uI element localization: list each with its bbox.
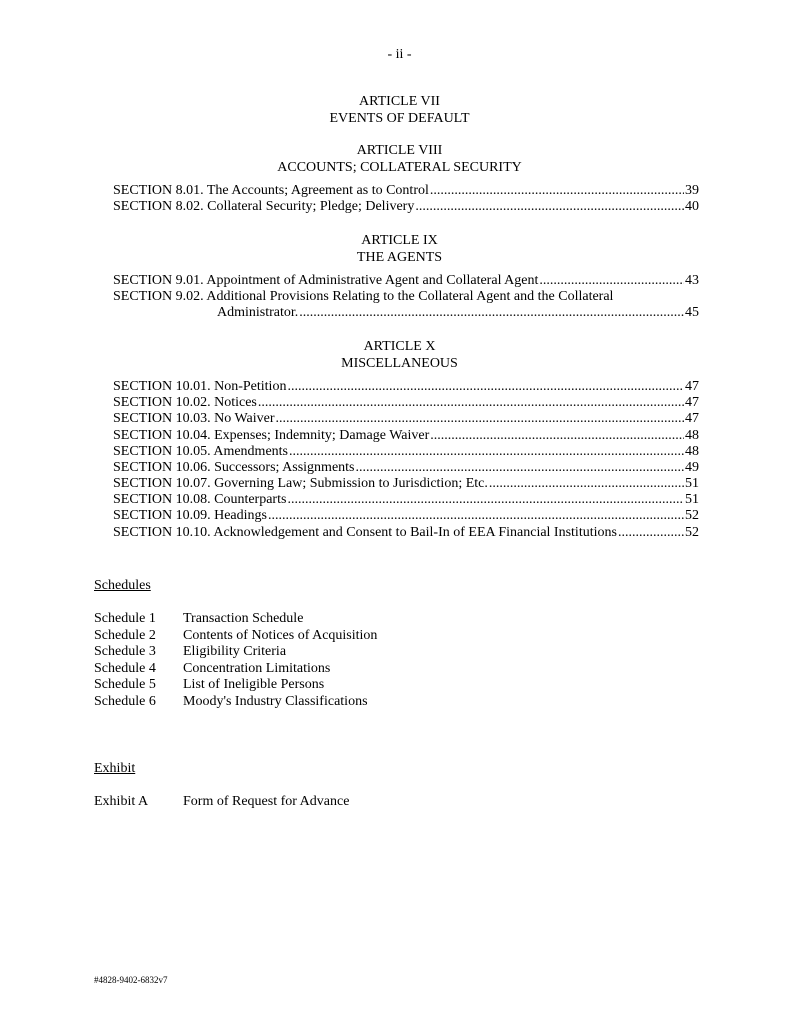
toc-entry[interactable] [113, 492, 699, 508]
article-number: ARTICLE VII [359, 94, 440, 109]
toc-entry-title: SECTION 10.04. Expenses; Indemnity; Damage Waiver [113, 427, 430, 443]
toc-entry-page: 40 [685, 199, 699, 215]
toc-section-list [113, 183, 699, 215]
schedule-code: Schedule 4 [94, 660, 156, 676]
article-title: MISCELLANEOUS [341, 355, 458, 371]
toc-entry[interactable] [113, 428, 699, 444]
toc-section-list [113, 273, 699, 322]
toc-entry-page: 51 [685, 476, 699, 492]
schedules-heading: Schedules [94, 578, 151, 593]
schedules-list [94, 611, 377, 710]
article-title: ACCOUNTS; COLLATERAL SECURITY [277, 159, 522, 175]
list-item[interactable] [94, 694, 377, 711]
list-item[interactable] [94, 661, 377, 678]
schedule-title: Transaction Schedule [183, 611, 304, 626]
article-title: EVENTS OF DEFAULT [329, 110, 470, 126]
toc-entry-multiline[interactable] [113, 289, 699, 321]
toc-entry-page: 47 [685, 395, 699, 411]
toc-entry-title: SECTION 10.01. Non-Petition [113, 379, 287, 394]
toc-entry-title-cont: Administrator. [217, 305, 299, 321]
toc-entry-title: SECTION 8.02. Collateral Security; Pledge; Delivery [113, 199, 415, 215]
toc-entry[interactable] [113, 199, 699, 215]
toc-entry[interactable] [113, 183, 699, 199]
toc-entry-page: 48 [685, 443, 699, 459]
toc-entry-page: 49 [685, 459, 699, 475]
exhibit-title: Form of Request for Advance [183, 794, 350, 809]
toc-entry-page: 39 [685, 183, 699, 198]
toc-leader-dots [489, 476, 684, 492]
toc-entry-title: SECTION 9.01. Appointment of Administrative Agent and Collateral Agent [113, 273, 539, 288]
schedule-code: Schedule 2 [94, 627, 156, 643]
toc-entry-title: SECTION 9.02. Additional Provisions Relating to the Collateral Agent and the Collateral [113, 289, 614, 305]
exhibit-code: Exhibit A [94, 794, 149, 809]
toc-leader-dots [268, 509, 684, 525]
toc-entry-title: SECTION 10.02. Notices [113, 395, 257, 411]
toc-leader-dots [430, 428, 684, 444]
schedule-code: Schedule 5 [94, 677, 156, 692]
toc-entry-title: SECTION 10.09. Headings [113, 508, 267, 524]
toc-entry[interactable] [113, 395, 699, 411]
document-id-footer: #4828-9402-6832v7 [94, 975, 168, 985]
schedule-code: Schedule 6 [94, 693, 156, 709]
toc-entry[interactable] [113, 460, 699, 476]
list-item[interactable] [94, 628, 377, 645]
toc-entry-title: SECTION 10.06. Successors; Assignments [113, 459, 355, 475]
toc-leader-dots [258, 395, 684, 411]
article-number: ARTICLE IX [361, 233, 438, 248]
schedule-code: Schedule 1 [94, 611, 156, 626]
list-item[interactable] [94, 644, 377, 661]
exhibits-list [94, 794, 349, 811]
exhibit-heading: Exhibit [94, 761, 136, 776]
list-item[interactable] [94, 611, 377, 628]
toc-entry-title: SECTION 10.10. Acknowledgement and Consent to Bail-In of EEA Financial Institutions [113, 524, 617, 540]
toc-entry[interactable] [113, 509, 699, 525]
toc-entry-continuation [113, 305, 699, 321]
toc-leader-dots [618, 525, 684, 541]
toc-entry[interactable] [113, 525, 699, 541]
toc-entry-page: 47 [685, 411, 699, 427]
toc-entry-page: 51 [685, 492, 699, 508]
schedule-title: Eligibility Criteria [183, 644, 287, 659]
toc-leader-dots [276, 411, 684, 427]
article-heading [0, 143, 799, 176]
toc-section-list [113, 379, 699, 541]
page-number: - ii - [387, 47, 412, 62]
article-number: ARTICLE VIII [356, 143, 443, 158]
toc-entry[interactable] [113, 476, 699, 492]
list-item[interactable] [94, 794, 349, 811]
toc-leader-dots [287, 492, 684, 508]
toc-leader-dots [356, 460, 685, 476]
toc-entry-page: 52 [685, 524, 699, 540]
toc-leader-dots [539, 273, 684, 289]
toc-leader-dots [299, 305, 684, 321]
schedule-code: Schedule 3 [94, 644, 156, 659]
schedule-title: Moody's Industry Classifications [183, 693, 368, 709]
article-heading [0, 339, 799, 372]
toc-entry[interactable] [113, 379, 699, 395]
article-heading [0, 233, 799, 266]
toc-leader-dots [430, 183, 684, 199]
schedule-title: Concentration Limitations [183, 660, 331, 676]
toc-entry-title: SECTION 10.07. Governing Law; Submission to Jurisdiction; Etc. [113, 476, 488, 492]
toc-entry[interactable] [113, 444, 699, 460]
toc-entry-title: SECTION 10.03. No Waiver [113, 411, 275, 427]
article-title: THE AGENTS [356, 249, 443, 265]
list-item[interactable] [94, 677, 377, 694]
article-number: ARTICLE X [363, 339, 436, 354]
toc-entry[interactable] [113, 273, 699, 289]
toc-leader-dots [415, 199, 684, 215]
toc-entry-page: 45 [685, 305, 699, 321]
toc-entry-page: 43 [685, 273, 699, 288]
schedule-title: List of Ineligible Persons [183, 677, 325, 692]
toc-entry-title: SECTION 10.08. Counterparts [113, 492, 287, 508]
toc-entry-title: SECTION 8.01. The Accounts; Agreement as to Control [113, 183, 429, 198]
toc-entry-page: 52 [685, 508, 699, 524]
toc-leader-dots [287, 379, 684, 395]
toc-entry-page: 48 [685, 427, 699, 443]
toc-leader-dots [289, 444, 684, 460]
toc-entry[interactable] [113, 411, 699, 427]
toc-entry-title: SECTION 10.05. Amendments [113, 443, 288, 459]
schedule-title: Contents of Notices of Acquisition [183, 627, 378, 643]
article-heading [0, 94, 799, 127]
toc-entry-page: 47 [685, 379, 699, 394]
